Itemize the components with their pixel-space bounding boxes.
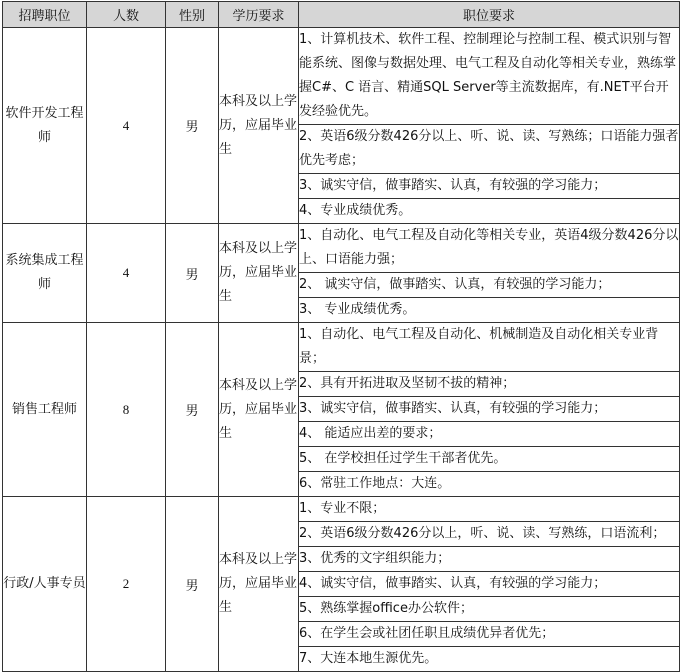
job-position: 软件开发工程师	[3, 28, 87, 224]
requirement-item: 5、 在学校担任过学生干部者优先。	[299, 447, 680, 472]
job-position: 系统集成工程师	[3, 224, 87, 323]
job-requirements-table	[2, 1, 680, 672]
requirement-item: 2、 诚实守信，做事踏实、认真，有较强的学习能力；	[299, 273, 680, 298]
job-education: 本科及以上学历，应届毕业生	[219, 28, 299, 224]
job-gender: 男	[166, 323, 219, 497]
requirement-item: 3、优秀的文字组织能力；	[299, 547, 680, 572]
header-education: 学历要求	[219, 2, 299, 28]
job-count: 4	[87, 28, 166, 224]
header-position: 招聘职位	[3, 2, 87, 28]
header-count: 人数	[87, 2, 166, 28]
job-count: 4	[87, 224, 166, 323]
job-gender: 男	[166, 497, 219, 672]
requirement-item: 4、诚实守信，做事踏实、认真，有较强的学习能力；	[299, 572, 680, 597]
requirement-item: 3、 专业成绩优秀。	[299, 298, 680, 323]
requirement-item: 4、 能适应出差的要求；	[299, 422, 680, 447]
job-count: 8	[87, 323, 166, 497]
requirement-item: 6、常驻工作地点：大连。	[299, 472, 680, 497]
table-row	[3, 224, 680, 273]
requirement-item: 1、专业不限；	[299, 497, 680, 522]
requirement-item: 2、具有开拓进取及坚韧不拔的精神；	[299, 372, 680, 397]
requirement-item: 1、自动化、电气工程及自动化等相关专业，英语4级分数426分以上、口语能力强；	[299, 224, 680, 273]
table-header-row	[3, 2, 680, 28]
table-row	[3, 28, 680, 125]
job-position: 行政/人事专员	[3, 497, 87, 672]
requirement-item: 2、英语6级分数426分以上，听、说、读、写熟练，口语流利；	[299, 522, 680, 547]
job-count: 2	[87, 497, 166, 672]
job-education: 本科及以上学历，应届毕业生	[219, 323, 299, 497]
job-education: 本科及以上学历，应届毕业生	[219, 224, 299, 323]
table-row	[3, 497, 680, 522]
requirement-item: 3、诚实守信，做事踏实、认真，有较强的学习能力；	[299, 174, 680, 199]
job-gender: 男	[166, 224, 219, 323]
requirement-item: 5、熟练掌握office办公软件；	[299, 597, 680, 622]
header-requirements: 职位要求	[299, 2, 680, 28]
header-gender: 性别	[166, 2, 219, 28]
requirement-item: 6、在学生会或社团任职且成绩优异者优先；	[299, 622, 680, 647]
requirement-item: 2、英语6级分数426分以上、听、说、读、写熟练；口语能力强者优先考虑；	[299, 125, 680, 174]
job-gender: 男	[166, 28, 219, 224]
requirement-item: 4、专业成绩优秀。	[299, 199, 680, 224]
table-row	[3, 323, 680, 372]
requirement-item: 7、大连本地生源优先。	[299, 647, 680, 672]
job-education: 本科及以上学历，应届毕业生	[219, 497, 299, 672]
requirement-item: 1、计算机技术、软件工程、控制理论与控制工程、模式识别与智能系统、图像与数据处理、电气工程及自动化等相关专业，熟练掌握C#、C 语言、精通SQL Server等主流数据库，有.NET平台开发经验优先。	[299, 28, 680, 125]
job-position: 销售工程师	[3, 323, 87, 497]
requirement-item: 3、诚实守信，做事踏实、认真，有较强的学习能力；	[299, 397, 680, 422]
requirement-item: 1、自动化、电气工程及自动化、机械制造及自动化相关专业背景；	[299, 323, 680, 372]
